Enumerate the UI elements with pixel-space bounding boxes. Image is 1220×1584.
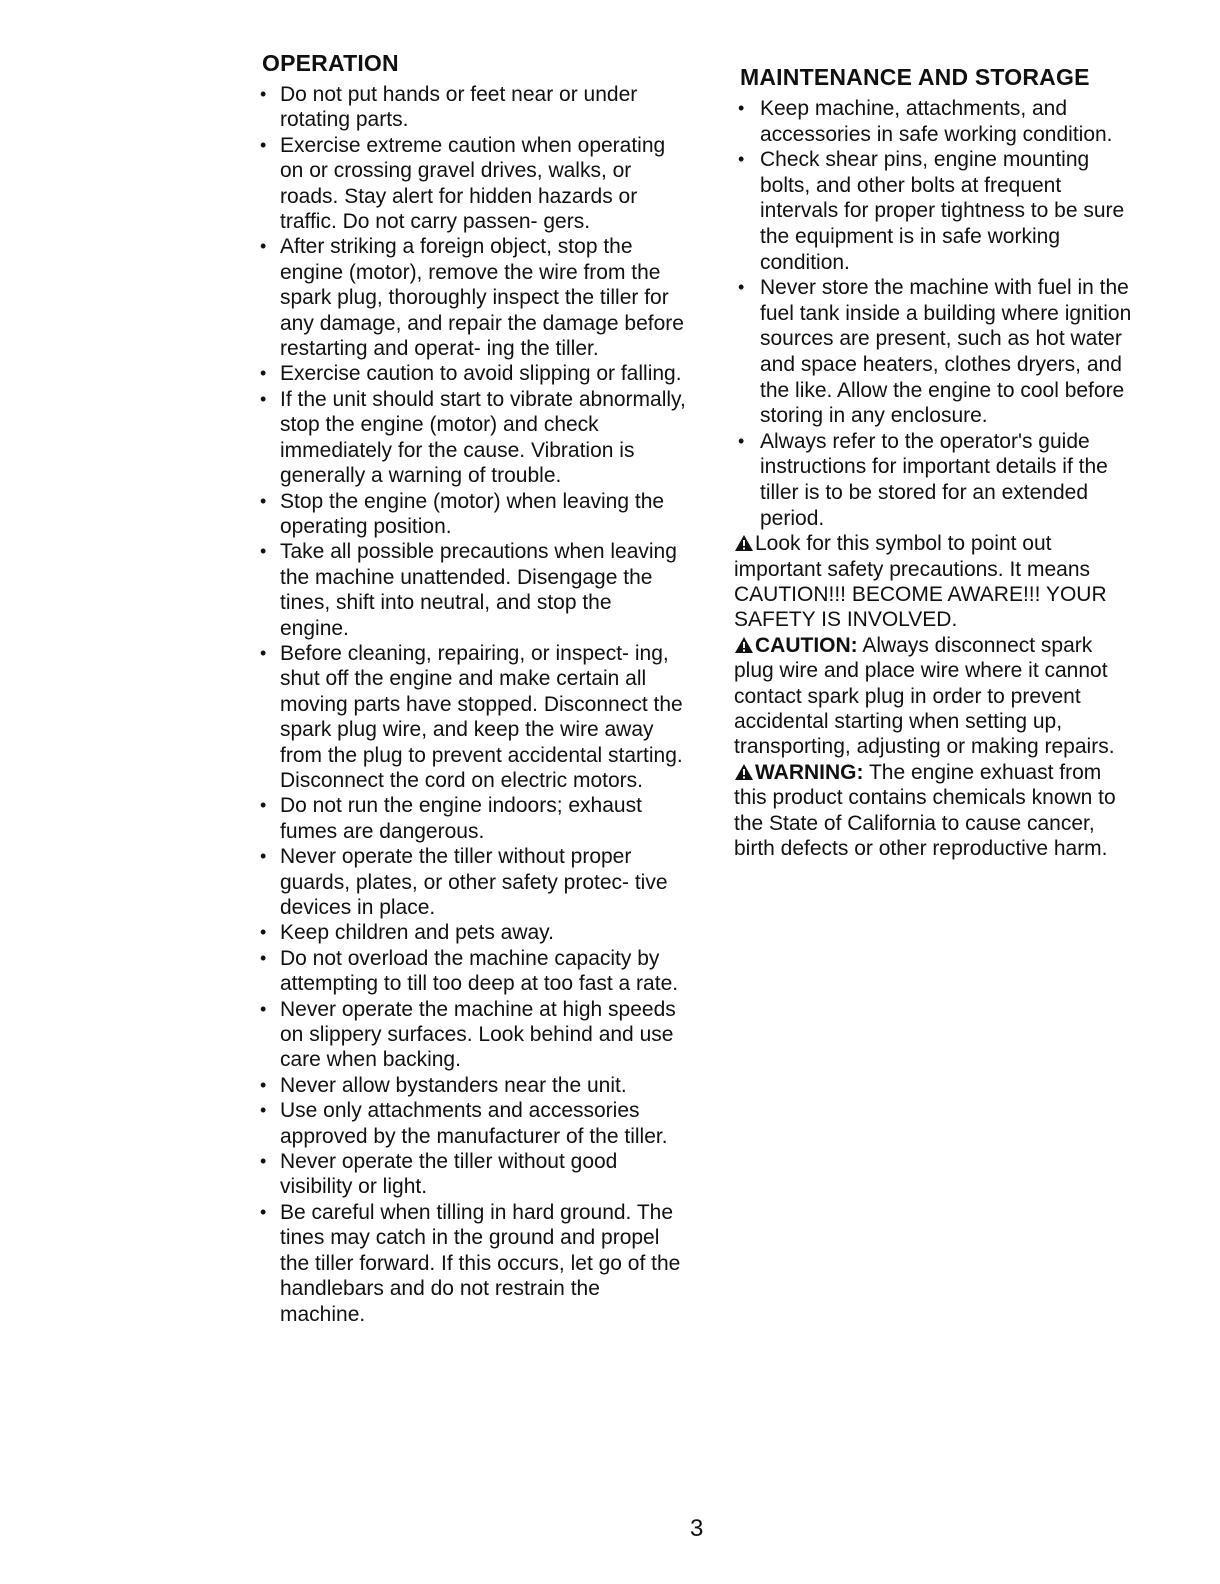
list-item: • Exercise caution to avoid slipping or falling. xyxy=(260,362,682,386)
symbol-note: Look for this symbol to point out important safety precautions. It means CAUTION!!! BECOME AWARE!!! YOUR SAFETY IS INVOLVED. xyxy=(734,532,1107,632)
maintenance-list xyxy=(734,96,1134,531)
caution-note: CAUTION: Always disconnect spark plug wire and place wire where it cannot contact spark plug in order to prevent accidental starting when setting up, transporting, adjusting or making repairs. xyxy=(734,633,1115,759)
maintenance-heading: MAINTENANCE AND STORAGE xyxy=(740,64,1090,90)
caution-label: CAUTION: xyxy=(755,633,858,657)
bullet-icon: • xyxy=(738,98,745,118)
list-item: • Keep children and pets away. xyxy=(260,921,554,945)
bullet-icon: • xyxy=(260,846,267,867)
bullet-icon: • xyxy=(260,1100,267,1121)
bullet-icon: • xyxy=(260,490,267,511)
warning-triangle-icon xyxy=(734,763,754,781)
page-number: 3 xyxy=(690,1515,704,1542)
list-item: • If the unit should start to vibrate abnormally, stop the engine (motor) and check immediately for the cause. Vibration is generally a warning of trouble. xyxy=(260,387,686,488)
bullet-icon: • xyxy=(738,149,745,170)
bullet-icon: • xyxy=(260,998,267,1019)
bullet-icon: • xyxy=(260,134,267,155)
list-item: • Never operate the tiller without good visibility or light. xyxy=(260,1150,618,1199)
list-item: • Never operate the machine at high speeds on slippery surfaces. Look behind and use care when backing. xyxy=(260,997,676,1072)
warning-triangle-icon xyxy=(734,636,754,654)
list-item: • Do not overload the machine capacity by attempting to till too deep at too fast a rate. xyxy=(260,946,679,996)
list-item: • Exercise extreme caution when operating on or crossing gravel drives, walks, or roads. Stay alert for hidden hazards or traffic. Do not carry passen- gers. xyxy=(260,133,666,234)
bullet-icon: • xyxy=(260,388,267,409)
operation-list xyxy=(256,82,686,1327)
bullet-icon: • xyxy=(260,1201,267,1222)
list-item: • Use only attachments and accessories approved by the manufacturer of the tiller. xyxy=(260,1099,668,1148)
bullet-icon: • xyxy=(260,1151,267,1172)
warning-label: WARNING: xyxy=(755,760,864,784)
list-item: • Stop the engine (motor) when leaving the operating position. xyxy=(260,489,665,538)
bullet-icon: • xyxy=(260,795,267,816)
bullet-icon: • xyxy=(738,430,745,451)
list-item: • Take all possible precautions when leaving the machine unattended. Disengage the tines, shift into neutral, and stop the engine. xyxy=(260,540,677,640)
list-item: • Never allow bystanders near the unit. xyxy=(260,1073,627,1097)
bullet-icon: • xyxy=(260,236,267,257)
warning-triangle-icon xyxy=(734,534,754,552)
list-item: • Be careful when tilling in hard ground. The tines may catch in the ground and propel the tiller forward. If this occurs, let go of the handlebars and do not restrain the machine. xyxy=(260,1200,681,1326)
bullet-icon: • xyxy=(260,541,267,562)
list-item: • Always refer to the operator's guide instructions for important details if the tiller is to be stored for an extended period. xyxy=(738,429,1108,530)
list-item: • Keep machine, attachments, and accessories in safe working condition. xyxy=(738,97,1113,146)
operation-section xyxy=(256,48,686,1327)
warning-note: WARNING: The engine exhuast from this product contains chemicals known to the State of California to cause cancer, birth defects or other reproductive harm. xyxy=(734,760,1116,860)
list-item: • Do not put hands or feet near or under rotating parts. xyxy=(260,83,638,132)
operation-heading: OPERATION xyxy=(262,50,399,76)
bullet-icon: • xyxy=(260,947,267,968)
list-item: • Never store the machine with fuel in the fuel tank inside a building where ignition sources are present, such as hot water and space heaters, clothes dryers, and the like. Allow the engine to cool before storing in any enclosure. xyxy=(738,276,1132,428)
bullet-icon: • xyxy=(738,277,745,298)
bullet-icon: • xyxy=(260,922,267,943)
list-item: • After striking a foreign object, stop the engine (motor), remove the wire from the spark plug, thoroughly inspect the tiller for any damage, and repair the damage before restarting and operat- ing the tiller. xyxy=(260,235,684,361)
list-item: • Do not run the engine indoors; exhaust fumes are dangerous. xyxy=(260,794,642,843)
list-item: • Before cleaning, repairing, or inspect- ing, shut off the engine and make certain all moving parts have stopped. Disconnect the spark plug wire, and keep the wire away from the plug to prevent accidental starting. Disconnect the cord on electric motors. xyxy=(260,641,683,792)
list-item: • Check shear pins, engine mounting bolts, and other bolts at frequent intervals for proper tightness to be sure the equipment is in safe working condition. xyxy=(738,148,1125,274)
list-item: • Never operate the tiller without proper guards, plates, or other safety protec- tive devices in place. xyxy=(260,845,668,919)
bullet-icon: • xyxy=(260,1074,267,1095)
bullet-icon: • xyxy=(260,84,267,104)
bullet-icon: • xyxy=(260,642,267,663)
bullet-icon: • xyxy=(260,363,267,384)
maintenance-section xyxy=(734,62,1134,861)
